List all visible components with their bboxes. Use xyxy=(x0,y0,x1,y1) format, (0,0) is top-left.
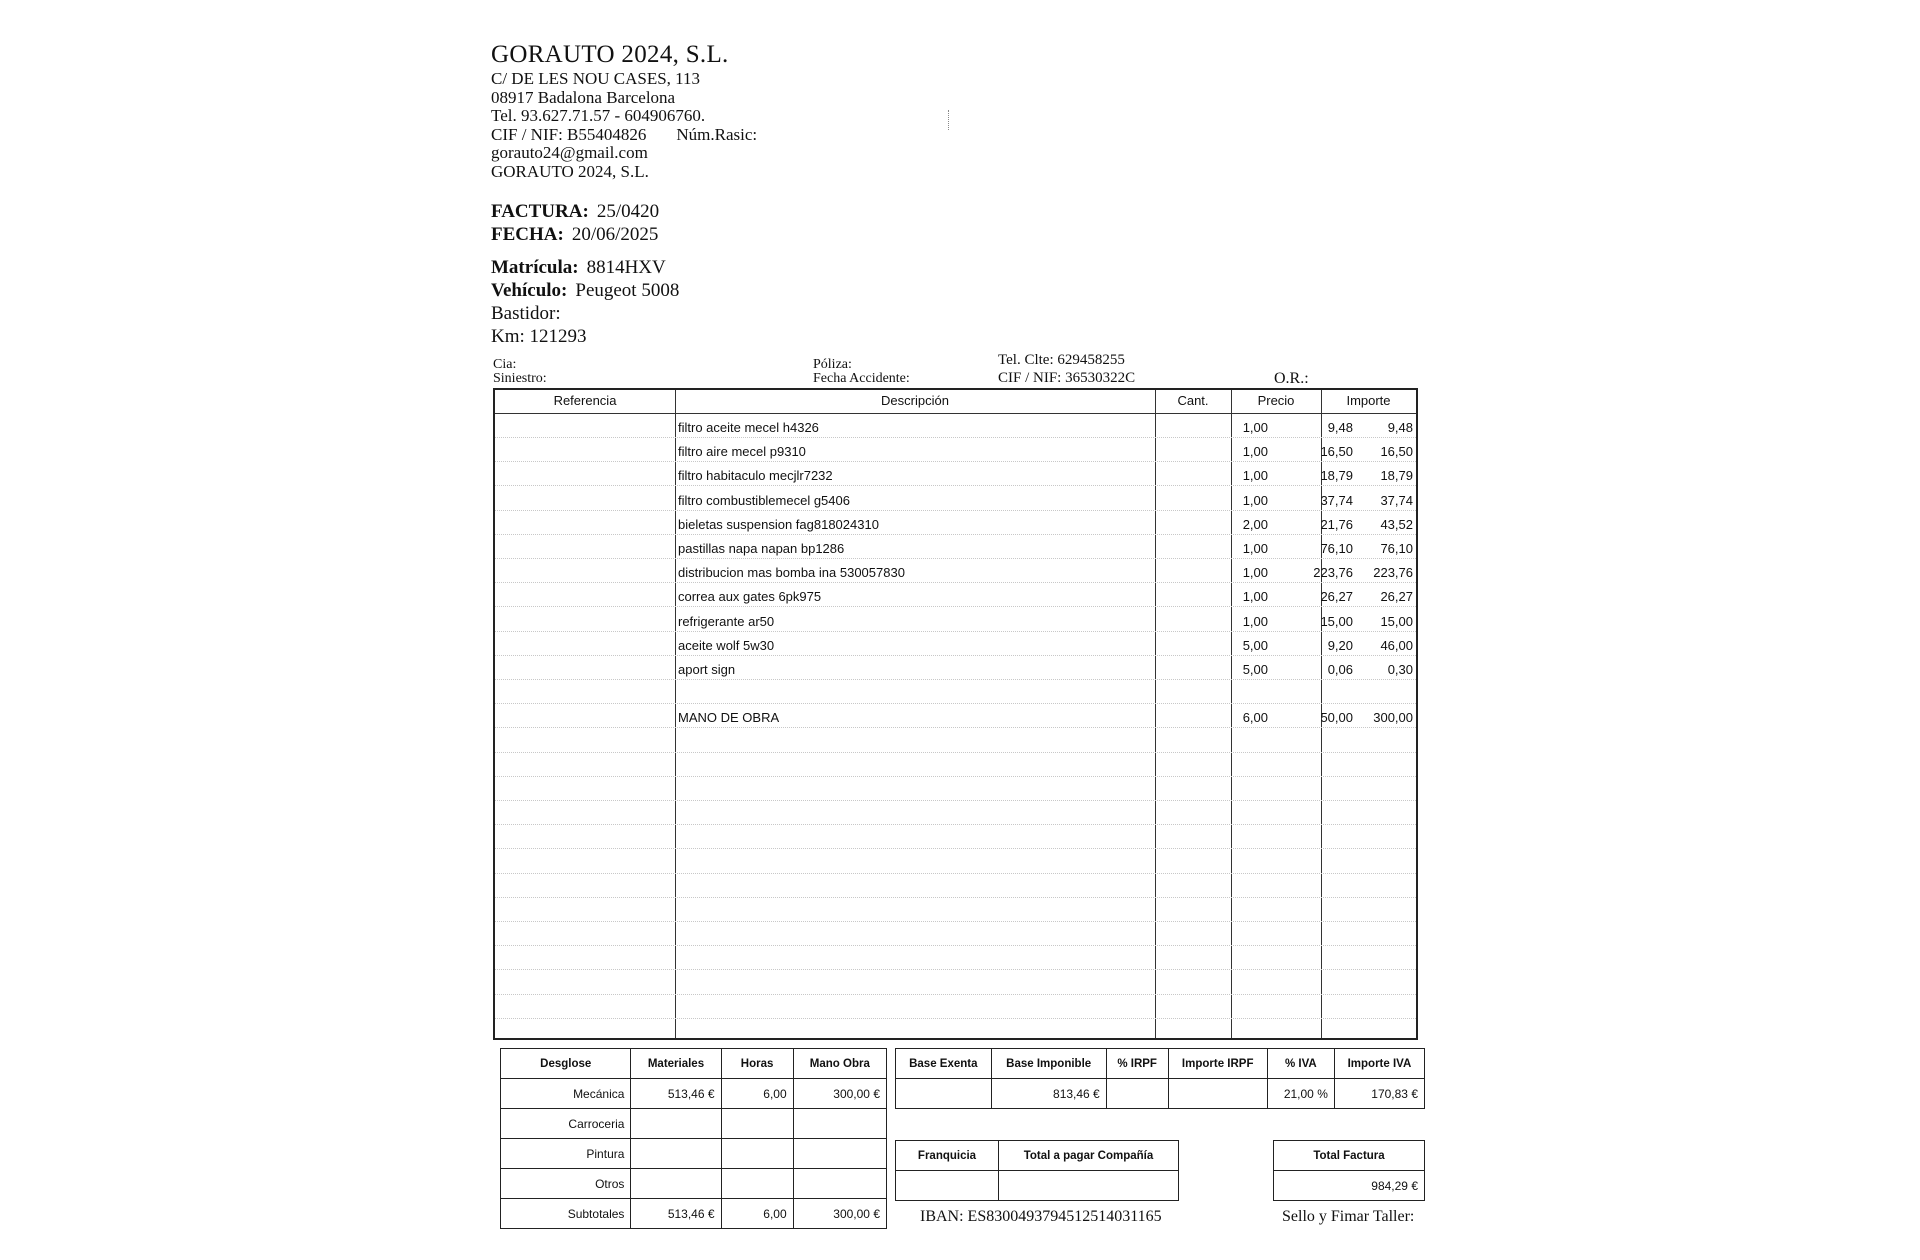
desglose-label: Subtotales xyxy=(501,1199,631,1229)
iva-amount-value: 170,83 € xyxy=(1334,1079,1424,1109)
item-amount: 300,00 xyxy=(1373,710,1413,726)
desglose-header-row xyxy=(501,1049,887,1079)
item-description: filtro aceite mecel h4326 xyxy=(678,420,819,435)
ruled-line xyxy=(495,994,1416,995)
item-quantity: 1,00 xyxy=(1242,613,1268,629)
horas-value: 6,00 xyxy=(721,1079,793,1109)
ruled-line xyxy=(495,921,1416,922)
item-price: 50,00 xyxy=(1320,710,1353,726)
desglose-row xyxy=(501,1109,887,1139)
table-row xyxy=(495,512,1416,536)
item-price: 223,76 xyxy=(1313,565,1353,581)
item-amount: 16,50 xyxy=(1380,444,1413,460)
desglose-table xyxy=(500,1048,887,1229)
item-amount: 18,79 xyxy=(1380,468,1413,484)
cia-label: Cia: xyxy=(493,357,517,372)
horas-header: Horas xyxy=(721,1049,793,1079)
tel-cliente: Tel. Clte: 629458255 xyxy=(998,352,1125,368)
ruled-line xyxy=(495,800,1416,801)
company-cif: CIF / NIF: B55404826 xyxy=(491,124,647,144)
materiales-header: Materiales xyxy=(631,1049,721,1079)
ruled-line xyxy=(495,776,1416,777)
horas-value xyxy=(721,1139,793,1169)
mano-obra-value xyxy=(793,1169,886,1199)
base-imponible-value: 813,46 € xyxy=(991,1079,1106,1109)
taxes-header-row xyxy=(896,1049,1425,1079)
company-name-repeat: GORAUTO 2024, S.L. xyxy=(491,161,649,181)
franquicia-header-row xyxy=(896,1141,1179,1171)
horas-value xyxy=(721,1109,793,1139)
desglose-row xyxy=(501,1199,887,1229)
item-description: MANO DE OBRA xyxy=(678,710,780,726)
item-amount: 0,30 xyxy=(1387,662,1413,677)
desglose-label: Otros xyxy=(501,1169,631,1199)
items-table xyxy=(493,388,1418,1040)
desglose-row xyxy=(501,1169,887,1199)
desglose-label: Pintura xyxy=(501,1139,631,1169)
item-amount: 223,76 xyxy=(1373,565,1413,581)
item-quantity: 2,00 xyxy=(1242,516,1268,532)
total-header-row xyxy=(1274,1141,1425,1171)
header-precio: Precio xyxy=(1257,393,1295,408)
desglose-row xyxy=(501,1079,887,1109)
table-row xyxy=(495,584,1416,608)
item-amount: 37,74 xyxy=(1380,492,1413,508)
or-label: O.R.: xyxy=(1274,370,1309,387)
item-price: 21,76 xyxy=(1320,516,1353,532)
matricula-label: Matrícula: xyxy=(491,257,579,278)
item-amount: 9,48 xyxy=(1387,420,1413,435)
base-imponible-header: Base Imponible xyxy=(991,1049,1106,1079)
vehiculo-value: Peugeot 5008 xyxy=(575,280,680,301)
materiales-value: 513,46 € xyxy=(631,1079,721,1109)
franquicia-value xyxy=(896,1171,999,1201)
materiales-value xyxy=(631,1169,721,1199)
item-price: 0,06 xyxy=(1327,662,1353,677)
franquicia-header: Franquicia xyxy=(896,1141,999,1171)
item-quantity: 1,00 xyxy=(1242,541,1268,556)
sello-label: Sello y Fimar Taller: xyxy=(1282,1208,1415,1225)
company-cif-line xyxy=(491,126,757,145)
item-quantity: 1,00 xyxy=(1242,444,1268,460)
mano-obra-value: 300,00 € xyxy=(793,1079,886,1109)
factura-number: 25/0420 xyxy=(596,201,660,222)
item-quantity: 1,00 xyxy=(1242,468,1268,484)
irpf-pct-header: % IRPF xyxy=(1106,1049,1168,1079)
mano-obra-header: Mano Obra xyxy=(793,1049,886,1079)
matricula-line xyxy=(491,256,679,279)
invoice-number-line xyxy=(491,200,659,223)
siniestro-label: Siniestro: xyxy=(493,371,547,386)
franquicia-values-row xyxy=(896,1171,1179,1201)
km-line: Km: 121293 xyxy=(491,326,587,347)
company-name: GORAUTO 2024, S.L. xyxy=(491,41,729,68)
ruled-line xyxy=(495,969,1416,970)
item-description: filtro aire mecel p9310 xyxy=(678,444,806,460)
table-row xyxy=(495,488,1416,512)
company-phone: Tel. 93.627.71.57 - 604906760. xyxy=(491,106,706,125)
fecha-accidente-label: Fecha Accidente: xyxy=(813,371,910,386)
desglose-header: Desglose xyxy=(501,1049,631,1079)
item-quantity: 1,00 xyxy=(1242,589,1268,605)
franquicia-table xyxy=(895,1140,1179,1201)
fecha-value: 20/06/2025 xyxy=(571,224,659,245)
iva-pct-header: % IVA xyxy=(1267,1049,1334,1079)
table-row xyxy=(495,681,1416,705)
ruled-line xyxy=(495,752,1416,753)
irpf-amount-value xyxy=(1168,1079,1267,1109)
base-exenta-header: Base Exenta xyxy=(896,1049,992,1079)
company-address: C/ DE LES NOU CASES, 113 xyxy=(491,69,701,88)
header-cant: Cant. xyxy=(1177,393,1209,408)
base-exenta-value xyxy=(896,1079,992,1109)
item-quantity: 1,00 xyxy=(1242,565,1268,581)
header-importe: Importe xyxy=(1346,393,1391,408)
item-description: aport sign xyxy=(678,662,736,677)
header-descripcion: Descripción xyxy=(881,393,949,408)
vehiculo-label: Vehículo: xyxy=(491,280,568,301)
item-price: 15,00 xyxy=(1320,613,1353,629)
iva-amount-header: Importe IVA xyxy=(1334,1049,1424,1079)
item-price: 9,48 xyxy=(1327,420,1353,435)
materiales-value xyxy=(631,1109,721,1139)
materiales-value xyxy=(631,1139,721,1169)
ruled-line xyxy=(495,945,1416,946)
bastidor-line: Bastidor: xyxy=(491,303,561,324)
total-factura-value: 984,29 € xyxy=(1274,1171,1425,1201)
table-row xyxy=(495,536,1416,560)
ruled-line xyxy=(495,848,1416,849)
vehicle-info xyxy=(491,256,679,348)
item-description: bieletas suspension fag818024310 xyxy=(678,516,879,532)
total-value-row xyxy=(1274,1171,1425,1201)
item-amount: 76,10 xyxy=(1380,541,1413,556)
item-description: aceite wolf 5w30 xyxy=(678,637,775,653)
mano-obra-value xyxy=(793,1139,886,1169)
item-amount: 26,27 xyxy=(1380,589,1413,605)
poliza-label: Póliza: xyxy=(813,357,852,372)
total-table xyxy=(1273,1140,1425,1201)
item-quantity: 5,00 xyxy=(1242,662,1268,677)
desglose-body xyxy=(501,1079,887,1229)
item-description: pastillas napa napan bp1286 xyxy=(678,541,845,556)
item-description: filtro combustiblemecel g5406 xyxy=(678,492,850,508)
iva-pct-value: 21,00 % xyxy=(1267,1079,1334,1109)
irpf-pct-value xyxy=(1106,1079,1168,1109)
company-block xyxy=(491,40,757,181)
item-description: correa aux gates 6pk975 xyxy=(678,589,822,605)
company-email: gorauto24@gmail.com xyxy=(491,143,648,162)
item-price: 37,74 xyxy=(1320,492,1353,508)
materiales-value: 513,46 € xyxy=(631,1199,721,1229)
taxes-values-row xyxy=(896,1079,1425,1109)
desglose-label: Carroceria xyxy=(501,1109,631,1139)
invoice-date-line xyxy=(491,223,659,246)
mano-obra-value: 300,00 € xyxy=(793,1199,886,1229)
total-compania-value xyxy=(999,1171,1179,1201)
scan-specks xyxy=(948,110,951,130)
table-row xyxy=(495,633,1416,657)
header-referencia: Referencia xyxy=(553,393,617,408)
desglose-row xyxy=(501,1139,887,1169)
table-row xyxy=(495,560,1416,584)
fecha-label: FECHA: xyxy=(491,224,564,245)
ruled-line xyxy=(495,824,1416,825)
item-quantity: 1,00 xyxy=(1242,420,1268,435)
irpf-amount-header: Importe IRPF xyxy=(1168,1049,1267,1079)
factura-label: FACTURA: xyxy=(491,201,589,222)
table-row xyxy=(495,463,1416,487)
table-row xyxy=(495,657,1416,681)
item-amount: 46,00 xyxy=(1380,637,1413,653)
item-amount: 15,00 xyxy=(1380,613,1413,629)
item-description: refrigerante ar50 xyxy=(678,613,775,629)
horas-value xyxy=(721,1169,793,1199)
company-rasic: Núm.Rasic: xyxy=(676,124,758,144)
horas-value: 6,00 xyxy=(721,1199,793,1229)
ruled-line xyxy=(495,1018,1416,1019)
invoice-info xyxy=(491,200,659,246)
table-row xyxy=(495,439,1416,463)
table-header xyxy=(495,390,1416,414)
item-price: 26,27 xyxy=(1320,589,1353,605)
item-price: 18,79 xyxy=(1320,468,1353,484)
total-compania-header: Total a pagar Compañía xyxy=(999,1141,1179,1171)
table-row xyxy=(495,609,1416,633)
ruled-line xyxy=(495,897,1416,898)
item-amount: 43,52 xyxy=(1380,516,1413,532)
table-row xyxy=(495,415,1416,439)
taxes-table xyxy=(895,1048,1425,1109)
item-price: 9,20 xyxy=(1327,637,1353,653)
item-price: 16,50 xyxy=(1320,444,1353,460)
item-price: 76,10 xyxy=(1320,541,1353,556)
company-city: 08917 Badalona Barcelona xyxy=(491,87,676,107)
item-quantity: 5,00 xyxy=(1242,637,1268,653)
mano-obra-value xyxy=(793,1109,886,1139)
item-quantity: 1,00 xyxy=(1242,492,1268,508)
desglose-label: Mecánica xyxy=(501,1079,631,1109)
ruled-line xyxy=(495,873,1416,874)
iban: IBAN: ES8300493794512514031165 xyxy=(920,1208,1162,1225)
item-quantity: 6,00 xyxy=(1242,710,1268,726)
vehiculo-line xyxy=(491,279,679,302)
matricula-value: 8814HXV xyxy=(586,257,666,278)
cif-cliente: CIF / NIF: 36530322C xyxy=(998,370,1136,386)
item-description: distribucion mas bomba ina 530057830 xyxy=(678,565,905,581)
item-description: filtro habitaculo mecjlr7232 xyxy=(678,468,833,484)
total-factura-header: Total Factura xyxy=(1274,1141,1425,1171)
table-row xyxy=(495,705,1416,729)
